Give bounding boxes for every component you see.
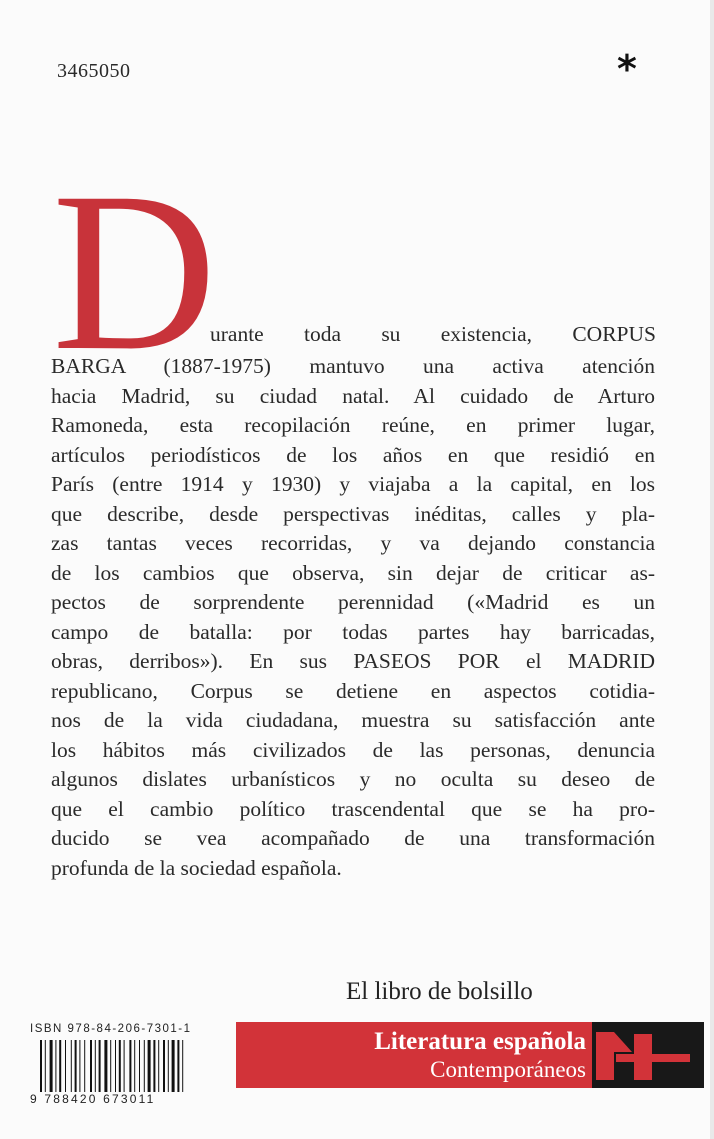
series-title: El libro de bolsillo [346, 978, 533, 1005]
description-line: obras, derribos»). En sus PASEOS POR el MADRID [51, 649, 655, 673]
drop-cap-letter: D [52, 146, 217, 398]
description-line: los hábitos más civilizados de las personas, denuncia [51, 737, 655, 762]
asterisk-mark: * [617, 47, 637, 91]
description-line: pectos de sorprendente perennidad («Madrid es un [51, 590, 655, 614]
barcode-icon [40, 1040, 212, 1092]
collection-banner [236, 1022, 592, 1088]
description-line: que el cambio político trascendental que se ha pro- [51, 796, 655, 821]
collection-title: Literatura española [374, 1028, 586, 1055]
subcollection-title: Contemporáneos [430, 1057, 586, 1082]
publisher-logo [592, 1022, 704, 1088]
description-line: nos de la vida ciudadana, muestra su satisfacción ante [51, 708, 655, 732]
description-line: algunos dislates urbanísticos y no oculta su deseo de [51, 767, 655, 791]
barcode-digits: 9 788420 673011 [30, 1092, 156, 1106]
description-line: zas tantas veces recorridas, y va dejando constancia [51, 531, 655, 555]
catalog-code: 3465050 [57, 60, 131, 82]
publisher-logo-icon [592, 1022, 704, 1088]
isbn-label: ISBN 978-84-206-7301-1 [30, 1023, 192, 1035]
description-line: BARGA (1887-1975) mantuvo una activa atención [51, 354, 655, 378]
description-line: París (entre 1914 y 1930) y viajaba a la capital, en los [51, 472, 655, 496]
description-line: campo de batalla: por todas partes hay barricadas, [51, 619, 655, 644]
description-first-line: urante toda su existencia, CORPUS [210, 322, 656, 346]
cover-edge [710, 0, 714, 1139]
description-line: republicano, Corpus se detiene en aspectos cotidia- [51, 678, 655, 703]
description-line: artículos periodísticos de los años en que residió en [51, 442, 655, 467]
description-line: que describe, desde perspectivas inéditas, calles y pla- [51, 501, 655, 526]
description-line: profunda de la sociedad española. [51, 855, 342, 880]
description-line: ducido se vea acompañado de una transformación [51, 826, 655, 850]
description-paragraph [51, 352, 655, 883]
description-line: de los cambios que observa, sin dejar de criticar as- [51, 560, 655, 585]
description-line: hacia Madrid, su ciudad natal. Al cuidado de Arturo [51, 383, 655, 408]
description-line: Ramoneda, esta recopilación reúne, en primer lugar, [51, 413, 655, 437]
